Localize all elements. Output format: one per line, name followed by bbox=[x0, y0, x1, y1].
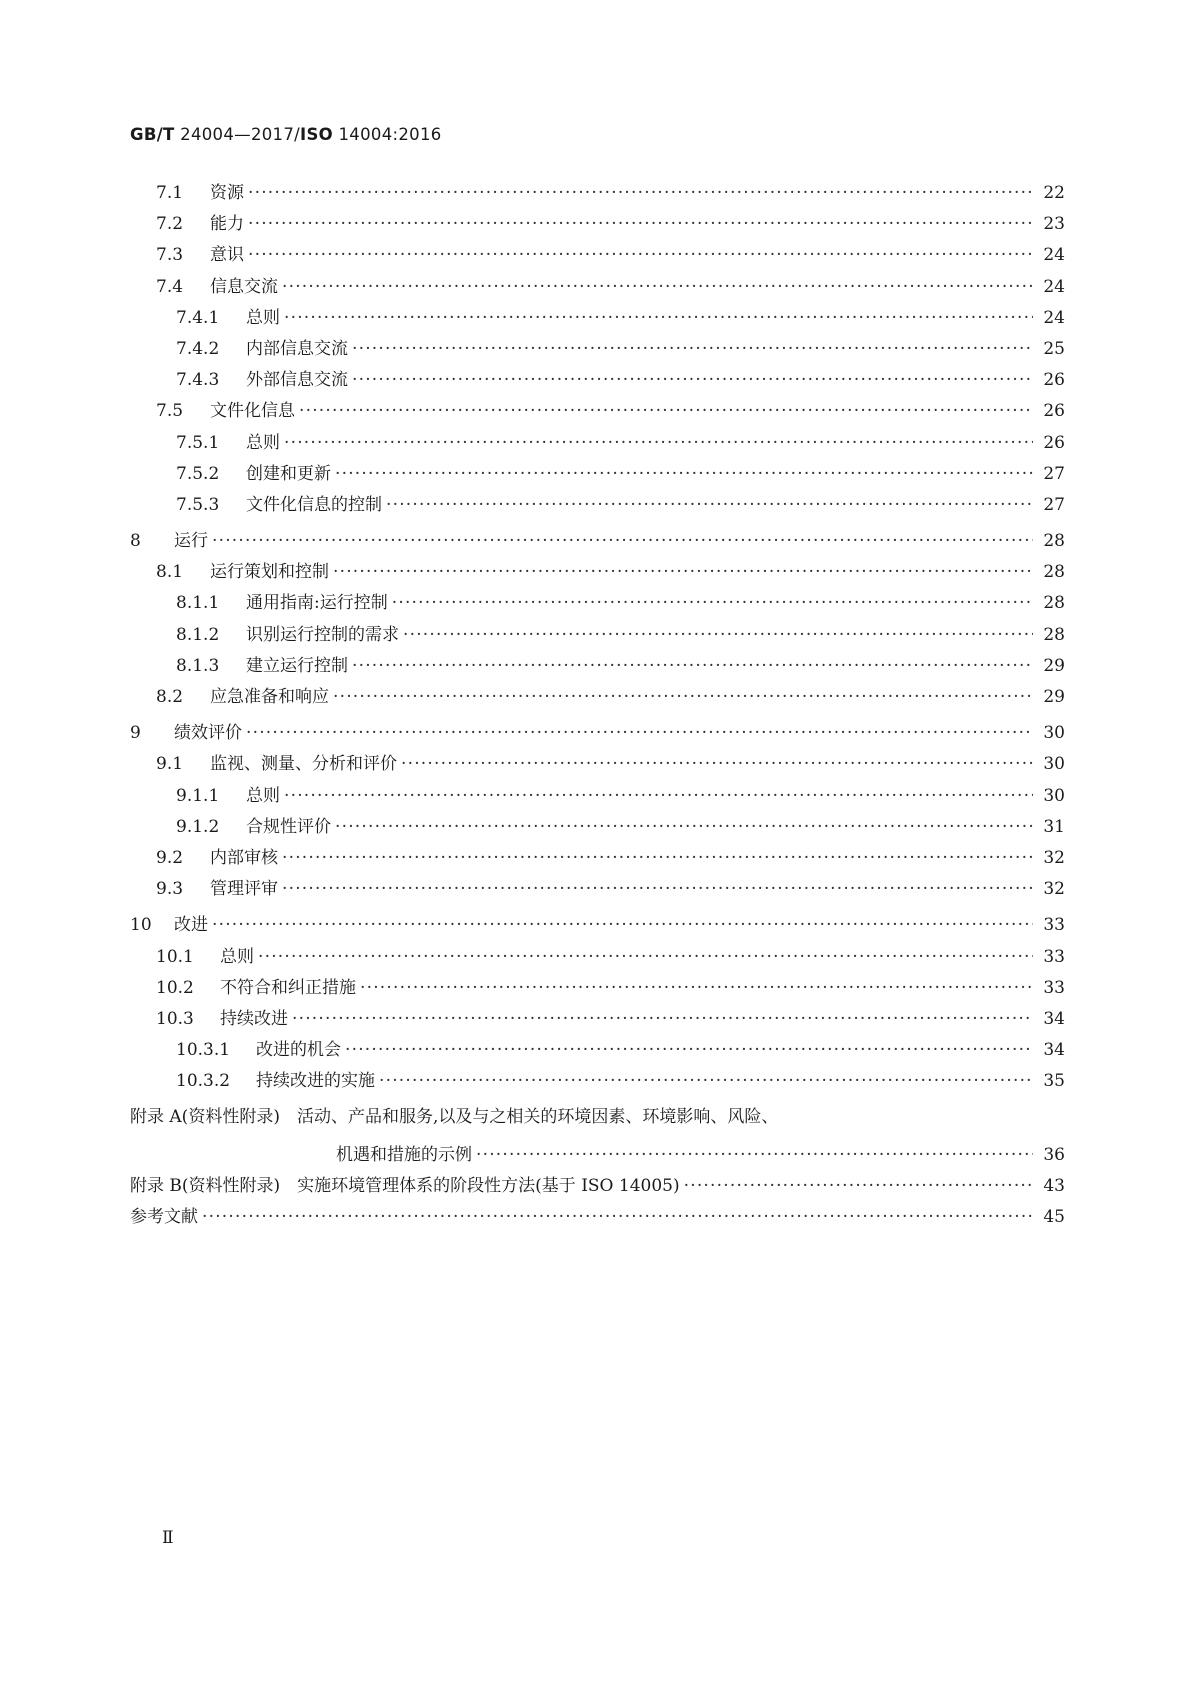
toc-entry-number: 7.4.2 bbox=[176, 338, 220, 359]
toc-entry-number: 7.5.1 bbox=[176, 432, 220, 453]
toc-entry-title: 不符合和纠正措施 bbox=[220, 977, 356, 998]
toc-entry-title: 意识 bbox=[210, 245, 244, 266]
toc-entry-number: 7.1 bbox=[156, 183, 184, 203]
toc-entry[interactable] bbox=[130, 1004, 1065, 1035]
toc-leader-dots bbox=[392, 588, 1034, 619]
toc-entry[interactable] bbox=[130, 428, 1065, 459]
toc-leader-dots bbox=[352, 651, 1033, 682]
toc-entry-number: 7.5 bbox=[156, 401, 184, 422]
toc-entry-title: 内部信息交流 bbox=[246, 338, 348, 359]
toc-entry-page: 30 bbox=[1043, 754, 1065, 775]
toc-entry-number: 7.4.1 bbox=[176, 307, 220, 328]
toc-entry-title: 运行策划和控制 bbox=[210, 562, 329, 583]
toc-entry[interactable] bbox=[130, 812, 1065, 843]
toc-entry-title: 总则 bbox=[220, 946, 254, 967]
page-number-footer: Ⅱ bbox=[162, 1528, 174, 1548]
toc-annex-a-title-cont: 机遇和措施的示例 bbox=[336, 1144, 472, 1165]
toc-leader-dots bbox=[335, 812, 1033, 843]
toc-entry-number: 9.1 bbox=[156, 754, 184, 775]
toc-entry-title: 持续改进 bbox=[220, 1008, 288, 1029]
toc-entry[interactable] bbox=[130, 459, 1065, 490]
toc-entry[interactable] bbox=[130, 365, 1065, 396]
toc-entry[interactable] bbox=[130, 209, 1065, 240]
toc-entry-page: 28 bbox=[1043, 562, 1065, 583]
toc-entry-title: 总则 bbox=[246, 307, 280, 328]
toc-entry-title: 持续改进的实施 bbox=[256, 1071, 375, 1092]
toc-leader-dots bbox=[299, 396, 1033, 427]
toc-annex-b-title: 附录 B(资料性附录) 实施环境管理体系的阶段性方法(基于 ISO 14005) bbox=[130, 1175, 680, 1196]
toc-bibliography-title: 参考文献 bbox=[130, 1207, 198, 1227]
toc-leader-dots bbox=[335, 459, 1033, 490]
toc-entry-title: 改进 bbox=[174, 915, 208, 936]
toc-entry[interactable] bbox=[130, 651, 1065, 682]
toc-annex-a-line1[interactable] bbox=[130, 1102, 1065, 1133]
toc-leader-dots bbox=[284, 303, 1033, 334]
toc-entry-number: 10.1 bbox=[156, 946, 194, 967]
toc-entry-page: 27 bbox=[1043, 494, 1065, 515]
toc-entry[interactable] bbox=[130, 718, 1065, 749]
toc-entry-number: 9.3 bbox=[156, 879, 184, 900]
toc-entry[interactable] bbox=[130, 874, 1065, 905]
toc-entry-page: 28 bbox=[1043, 593, 1065, 614]
toc-entry-page: 36 bbox=[1043, 1144, 1065, 1165]
header-code-iso-number: 14004:2016 bbox=[338, 125, 442, 144]
toc-entry-page: 24 bbox=[1043, 307, 1065, 328]
toc-entry[interactable] bbox=[130, 178, 1065, 209]
toc-entry-page: 23 bbox=[1043, 214, 1065, 235]
toc-entry-page: 29 bbox=[1043, 655, 1065, 676]
toc-leader-dots bbox=[292, 1004, 1033, 1035]
toc-entry-title: 总则 bbox=[246, 785, 280, 806]
toc-entry[interactable] bbox=[130, 490, 1065, 521]
toc-entry-number: 10.3 bbox=[156, 1008, 194, 1029]
toc-entry-page: 34 bbox=[1043, 1008, 1065, 1029]
toc-entry-number: 10.2 bbox=[156, 977, 194, 998]
toc-annex-a-title: 附录 A(资料性附录) 活动、产品和服务,以及与之相关的环境因素、环境影响、风险、 bbox=[130, 1107, 779, 1128]
toc-entry-page: 28 bbox=[1043, 531, 1065, 552]
standard-code-header bbox=[130, 125, 442, 144]
toc-entry[interactable] bbox=[130, 620, 1065, 651]
toc-entry-page: 26 bbox=[1043, 370, 1065, 391]
toc-entry-number: 7.4.3 bbox=[176, 370, 220, 391]
toc-leader-dots bbox=[386, 490, 1033, 521]
toc-entry-number: 9 bbox=[130, 723, 141, 744]
toc-entry-number: 8.1 bbox=[156, 562, 184, 583]
toc-leader-dots bbox=[248, 178, 1033, 209]
toc-entry[interactable] bbox=[130, 682, 1065, 713]
toc-entry[interactable] bbox=[130, 973, 1065, 1004]
header-code-gbt: GB/T bbox=[130, 125, 175, 144]
toc-entry[interactable] bbox=[130, 396, 1065, 427]
toc-entry[interactable] bbox=[130, 942, 1065, 973]
toc-leader-dots bbox=[345, 1035, 1033, 1066]
toc-leader-dots bbox=[284, 781, 1033, 812]
toc-leader-dots bbox=[282, 272, 1033, 303]
toc-entry-title: 内部审核 bbox=[210, 847, 278, 868]
toc-leader-dots bbox=[401, 749, 1033, 780]
toc-entry-title: 绩效评价 bbox=[174, 723, 242, 744]
toc-entry-title: 总则 bbox=[246, 432, 280, 453]
toc-entry[interactable] bbox=[130, 272, 1065, 303]
toc-entry-page: 32 bbox=[1043, 847, 1065, 868]
toc-entry-number: 7.3 bbox=[156, 245, 184, 266]
toc-entry-page: 24 bbox=[1043, 276, 1065, 297]
toc-entry-title: 能力 bbox=[210, 214, 244, 235]
toc-entry-number: 8.2 bbox=[156, 687, 184, 707]
toc-entry-number: 9.1.1 bbox=[176, 785, 220, 806]
toc-entry-number: 7.2 bbox=[156, 214, 184, 235]
toc-entry-title: 改进的机会 bbox=[256, 1040, 341, 1061]
table-of-contents bbox=[130, 178, 1065, 1233]
toc-entry[interactable] bbox=[130, 526, 1065, 557]
toc-entry-page: 22 bbox=[1043, 183, 1065, 203]
toc-entry[interactable] bbox=[130, 843, 1065, 874]
toc-entry-title: 资源 bbox=[210, 183, 244, 203]
toc-leader-dots bbox=[258, 942, 1033, 973]
toc-leader-dots bbox=[282, 874, 1033, 905]
toc-leader-dots bbox=[284, 428, 1033, 459]
toc-entry-number: 8.1.2 bbox=[176, 624, 220, 645]
toc-leader-dots bbox=[333, 557, 1033, 588]
toc-leader-dots bbox=[202, 1202, 1033, 1233]
toc-entry-number: 8 bbox=[130, 531, 141, 552]
toc-entry[interactable] bbox=[130, 781, 1065, 812]
toc-entry-number: 7.4 bbox=[156, 276, 184, 297]
toc-entry[interactable] bbox=[130, 557, 1065, 588]
toc-leader-dots bbox=[333, 682, 1033, 713]
toc-entry-page: 29 bbox=[1043, 687, 1065, 707]
toc-bibliography[interactable] bbox=[130, 1202, 1065, 1233]
toc-entry-number: 10 bbox=[130, 915, 152, 936]
toc-entry-title: 信息交流 bbox=[210, 276, 278, 297]
toc-entry-title: 应急准备和响应 bbox=[210, 687, 329, 707]
toc-entry-title: 文件化信息的控制 bbox=[246, 494, 382, 515]
toc-leader-dots bbox=[248, 209, 1033, 240]
toc-entry-title: 监视、测量、分析和评价 bbox=[210, 754, 397, 775]
toc-entry-number: 7.5.2 bbox=[176, 463, 220, 484]
header-code-number: 24004—2017/ bbox=[180, 125, 300, 144]
toc-entry-page: 24 bbox=[1043, 245, 1065, 266]
toc-entry-number: 7.5.3 bbox=[176, 494, 220, 515]
toc-entry-page: 33 bbox=[1043, 915, 1065, 936]
toc-entry[interactable] bbox=[130, 910, 1065, 941]
toc-entry-title: 合规性评价 bbox=[246, 816, 331, 837]
toc-entry-title: 识别运行控制的需求 bbox=[246, 624, 399, 645]
toc-entry-number: 10.3.1 bbox=[176, 1040, 231, 1061]
toc-entry[interactable] bbox=[130, 303, 1065, 334]
toc-leader-dots bbox=[379, 1066, 1033, 1097]
toc-entry-title: 创建和更新 bbox=[246, 463, 331, 484]
toc-entry-number: 9.2 bbox=[156, 847, 184, 868]
toc-entry-page: 32 bbox=[1043, 879, 1065, 900]
toc-entry-page: 43 bbox=[1043, 1175, 1065, 1196]
toc-leader-dots bbox=[352, 365, 1033, 396]
toc-entry-page: 35 bbox=[1043, 1071, 1065, 1092]
toc-entry-number: 8.1.1 bbox=[176, 593, 220, 614]
toc-entry-number: 8.1.3 bbox=[176, 655, 220, 676]
toc-entry-number: 9.1.2 bbox=[176, 816, 220, 837]
toc-entry-title: 建立运行控制 bbox=[246, 655, 348, 676]
toc-entry-title: 通用指南:运行控制 bbox=[246, 593, 388, 614]
toc-entry-title: 运行 bbox=[174, 531, 208, 552]
toc-leader-dots bbox=[352, 334, 1033, 365]
toc-leader-dots bbox=[684, 1171, 1034, 1202]
toc-entry-title: 外部信息交流 bbox=[246, 370, 348, 391]
toc-leader-dots bbox=[403, 620, 1033, 651]
toc-annex-a-line2[interactable] bbox=[130, 1140, 1065, 1171]
header-code-iso: ISO bbox=[300, 125, 333, 144]
toc-leader-dots bbox=[282, 843, 1033, 874]
toc-leader-dots bbox=[212, 526, 1033, 557]
toc-entry-page: 31 bbox=[1043, 816, 1065, 837]
toc-leader-dots bbox=[476, 1140, 1033, 1171]
toc-entry-title: 管理评审 bbox=[210, 879, 278, 900]
toc-entry-page: 34 bbox=[1043, 1040, 1065, 1061]
toc-entry[interactable] bbox=[130, 1035, 1065, 1066]
toc-leader-dots bbox=[248, 240, 1033, 271]
toc-leader-dots bbox=[360, 973, 1033, 1004]
toc-entry[interactable] bbox=[130, 334, 1065, 365]
toc-entry-page: 30 bbox=[1043, 785, 1065, 806]
toc-annex-b[interactable] bbox=[130, 1171, 1065, 1202]
toc-entry-page: 33 bbox=[1043, 977, 1065, 998]
toc-entry-page: 26 bbox=[1043, 401, 1065, 422]
toc-entry-title: 文件化信息 bbox=[210, 401, 295, 422]
toc-entry-page: 27 bbox=[1043, 463, 1065, 484]
toc-entry-page: 25 bbox=[1043, 338, 1065, 359]
toc-entry[interactable] bbox=[130, 240, 1065, 271]
toc-entry-page: 30 bbox=[1043, 723, 1065, 744]
toc-leader-dots bbox=[212, 910, 1033, 941]
toc-entry[interactable] bbox=[130, 749, 1065, 780]
toc-entry-number: 10.3.2 bbox=[176, 1071, 231, 1092]
toc-entry[interactable] bbox=[130, 1066, 1065, 1097]
toc-entry-page: 26 bbox=[1043, 432, 1065, 453]
toc-leader-dots bbox=[246, 718, 1033, 749]
toc-entry[interactable] bbox=[130, 588, 1065, 619]
toc-entry-page: 45 bbox=[1043, 1207, 1065, 1227]
toc-entry-page: 33 bbox=[1043, 946, 1065, 967]
toc-entry-page: 28 bbox=[1043, 624, 1065, 645]
